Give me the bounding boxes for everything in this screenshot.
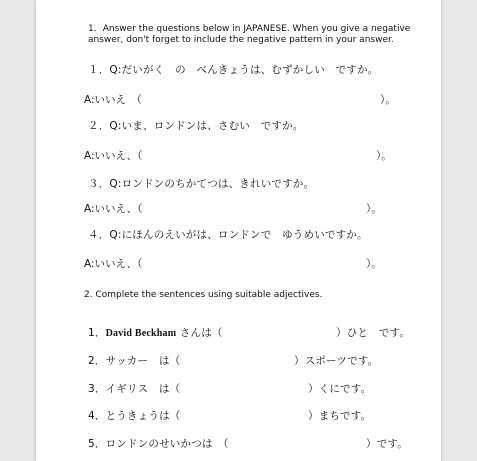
sentence-4-prefix: とうきょうは（: [105, 410, 181, 422]
answer-2-prefix: A:いいえ、（: [84, 150, 143, 162]
section1-instruction-line1: 1．Answer the questions below in JAPANESE. When you give a negative: [88, 24, 411, 34]
answer-1-prefix: A:いいえ （: [84, 94, 142, 106]
sentence-3-prefix: イギリス は（: [105, 383, 181, 395]
question-2: ２．Q:いま、ロンドンは、さむい ですか。: [88, 120, 304, 132]
sentence-2-number: 2．: [88, 355, 106, 367]
question-4: ４．Q:にほんのえいがは、ロンドンで ゆうめいですか。: [88, 229, 368, 241]
sentence-1-suffix: ）ひと です。: [336, 327, 411, 339]
sentence-2-suffix: ）スポーツです。: [294, 355, 379, 367]
sentence-3-number: 3．: [88, 383, 106, 395]
sentence-5-prefix: ロンドンのせいかつは （: [105, 438, 229, 450]
sentence-3: [88, 381, 180, 396]
answer-3-prefix: A:いいえ、（: [84, 203, 143, 215]
answer-4-prefix: A:いいえ、（: [84, 258, 143, 270]
sentence-1-prefix: さんは（: [179, 327, 223, 339]
sentence-1-number: 1．: [88, 327, 106, 339]
sentence-2: [88, 353, 180, 368]
sentence-4-number: 4．: [88, 410, 106, 422]
section1-instruction: [88, 24, 438, 46]
answer-1-suffix: ）。: [380, 94, 396, 106]
question-1: １．Q:だいがく の べんきょうは、むずかしい ですか。: [88, 64, 379, 76]
answer-3-suffix: ）。: [366, 203, 382, 215]
section1-instruction-line2: answer, don't forget to include the negative pattern in your answer.: [88, 35, 394, 45]
sentence-1-name: David Beckham: [105, 328, 177, 339]
sentence-3-suffix: ）くにです。: [308, 383, 372, 395]
sentence-5-number: 5．: [88, 438, 106, 450]
answer-2-suffix: ）。: [376, 150, 392, 162]
question-3: ３．Q:ロンドンのちかてつは、きれいですか。: [88, 178, 315, 190]
worksheet-page: [36, 0, 441, 461]
sentence-4-suffix: ）まちです。: [308, 410, 372, 422]
sentence-5: [88, 436, 229, 451]
answer-4-suffix: ）。: [366, 258, 382, 270]
sentence-5-suffix: ）です。: [366, 438, 408, 450]
sentence-4: [88, 408, 181, 423]
section2-instruction: 2. Complete the sentences using suitable adjectives.: [84, 290, 323, 300]
sentence-2-prefix: サッカー は（: [105, 355, 181, 367]
sentence-1: [88, 325, 223, 340]
